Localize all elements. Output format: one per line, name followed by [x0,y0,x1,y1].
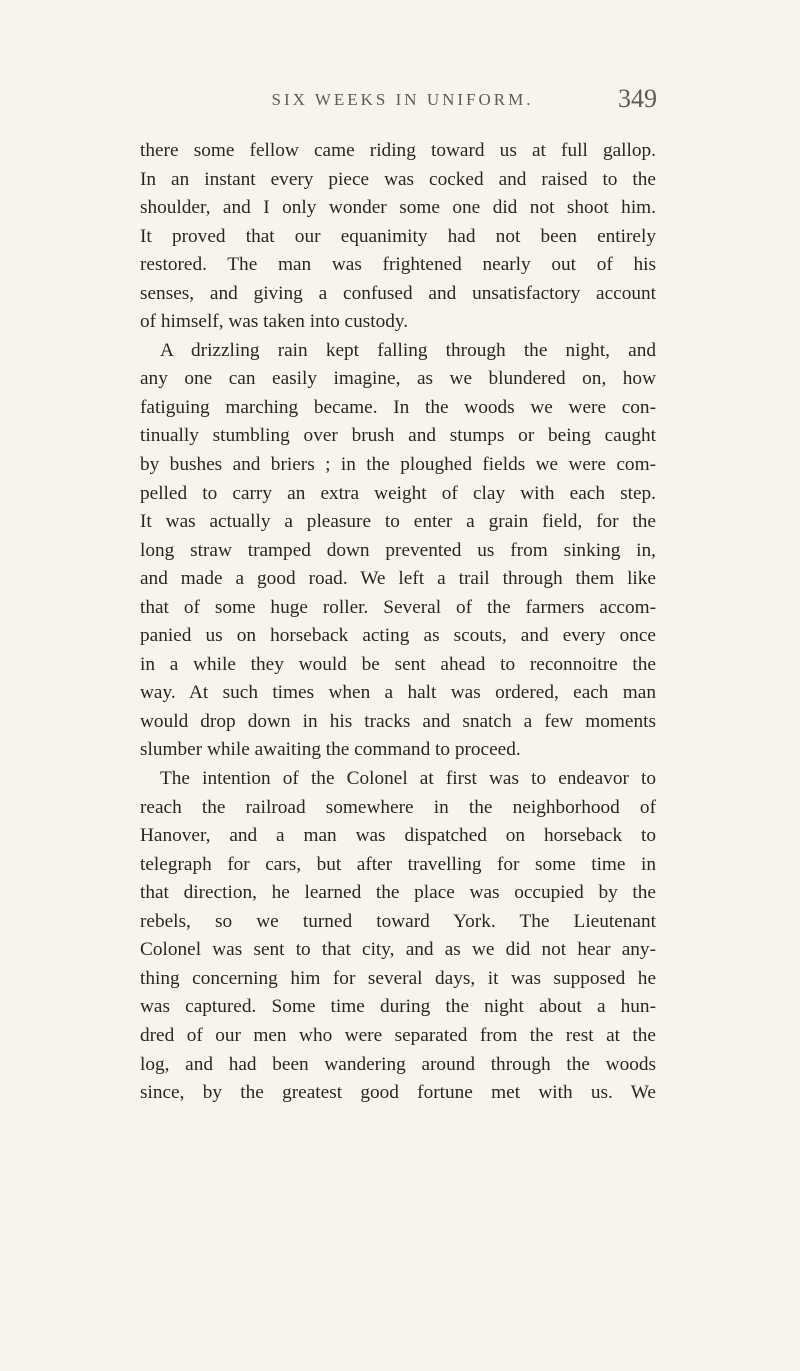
running-head [228,84,657,118]
text-line: rebels, so we turned toward York. The Lieutenant [140,910,656,932]
text-line: tinually stumbling over brush and stumps or being caught [140,425,656,447]
text-line: It proved that our equanimity had not been entirely [140,225,656,247]
text-line: thing concerning him for several days, it was supposed he [140,967,656,989]
text-line: in a while they would be sent ahead to reconnoitre the [140,653,656,675]
text-line: way. At such times when a halt was ordered, each man [140,682,656,704]
text-line: In an instant every piece was cocked and raised to the [140,168,656,190]
text-line: and made a good road. We left a trail through them like [140,568,656,590]
text-line: by bushes and briers ; in the ploughed fields we were com- [140,454,656,476]
text-line: since, by the greatest good fortune met with us. We [140,1082,656,1104]
text-line: shoulder, and I only wonder some one did not shoot him. [140,197,656,219]
text-line: any one can easily imagine, as we blundered on, how [140,368,656,390]
text-line: dred of our men who were separated from the rest at the [140,1024,656,1046]
text-line: A drizzling rain kept falling through the night, and [160,339,656,361]
text-line: restored. The man was frightened nearly out of his [140,254,656,276]
text-line: It was actually a pleasure to enter a grain field, for the [140,511,656,533]
text-line: that of some huge roller. Several of the farmers accom- [140,596,656,618]
text-line: long straw tramped down prevented us from sinking in, [140,539,656,561]
text-line: was captured. Some time during the night about a hun- [140,996,656,1018]
text-line: telegraph for cars, but after travelling for some time in [140,853,656,875]
text-line: panied us on horseback acting as scouts, and every once [140,625,656,647]
text-line: log, and had been wandering around through the woods [140,1053,656,1075]
text-line: that direction, he learned the place was occupied by the [140,882,656,904]
text-line: Hanover, and a man was dispatched on horseback to [140,825,656,847]
running-title: SIX WEEKS IN UNIFORM. [271,90,534,109]
text-line: The intention of the Colonel at first was to endeavor to [160,768,656,790]
text-line: of himself, was taken into custody. [140,311,409,333]
text-line: Colonel was sent to that city, and as we did not hear any- [140,939,656,961]
body-text [140,137,656,1108]
text-line: slumber while awaiting the command to proceed. [140,739,521,761]
text-line: there some fellow came riding toward us at full gallop. [140,140,656,161]
text-line: senses, and giving a confused and unsatisfactory account [140,282,656,304]
text-line: pelled to carry an extra weight of clay with each step. [140,482,656,504]
text-line: reach the railroad somewhere in the neighborhood of [140,796,656,818]
text-line: fatiguing marching became. In the woods we were con- [140,396,656,418]
text-line: would drop down in his tracks and snatch a few moments [140,710,656,732]
page-number: 349 [618,84,657,113]
